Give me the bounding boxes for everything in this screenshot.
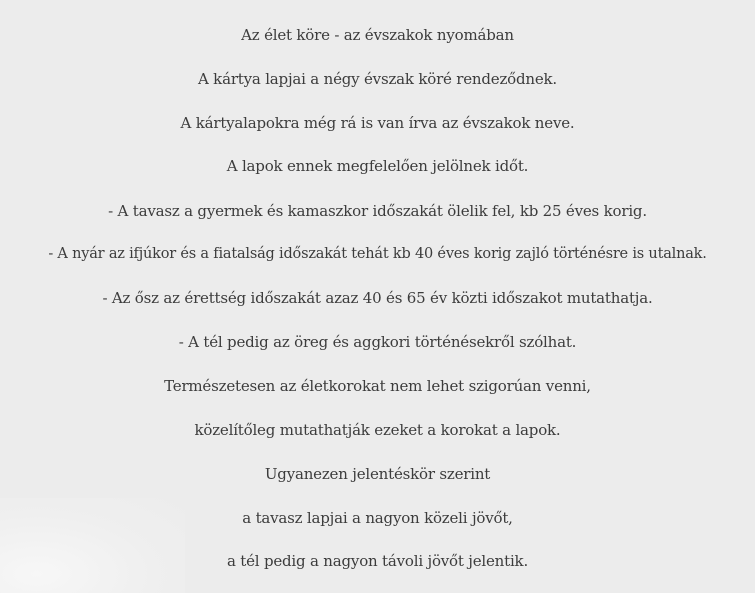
- text-line: Ugyanezen jelentéskör szerint: [264, 465, 491, 483]
- text-line: A kártyalapokra még rá is van írva az évszakok neve.: [180, 114, 575, 132]
- text-line: A kártya lapjai a négy évszak köré rendeződnek.: [197, 70, 558, 88]
- text-line: a tavasz lapjai a nagyon közeli jövőt,: [242, 509, 513, 527]
- list-item-summer: - A nyár az ifjúkor és a fiatalság időszakát tehát kb 40 éves korig zajló történésre is utalnak.: [48, 246, 707, 262]
- list-item-winter: - A tél pedig az öreg és aggkori történésekről szólhat.: [178, 333, 577, 351]
- list-item-autumn: - Az ősz az érettség időszakát azaz 40 és 65 év közti időszakot mutathatja.: [102, 289, 653, 307]
- text-line: A lapok ennek megfelelően jelölnek időt.: [226, 157, 529, 175]
- text-line: a tél pedig a nagyon távoli jövőt jelentik.: [226, 552, 529, 570]
- text-line: Természetesen az életkorokat nem lehet szigorúan venni,: [164, 377, 591, 395]
- list-item-spring: - A tavasz a gyermek és kamaszkor időszakát ölelik fel, kb 25 éves korig.: [108, 202, 647, 220]
- text-line: közelítőleg mutathatják ezeket a korokat a lapok.: [194, 421, 561, 439]
- heading-line: Az élet köre - az évszakok nyomában: [241, 26, 514, 44]
